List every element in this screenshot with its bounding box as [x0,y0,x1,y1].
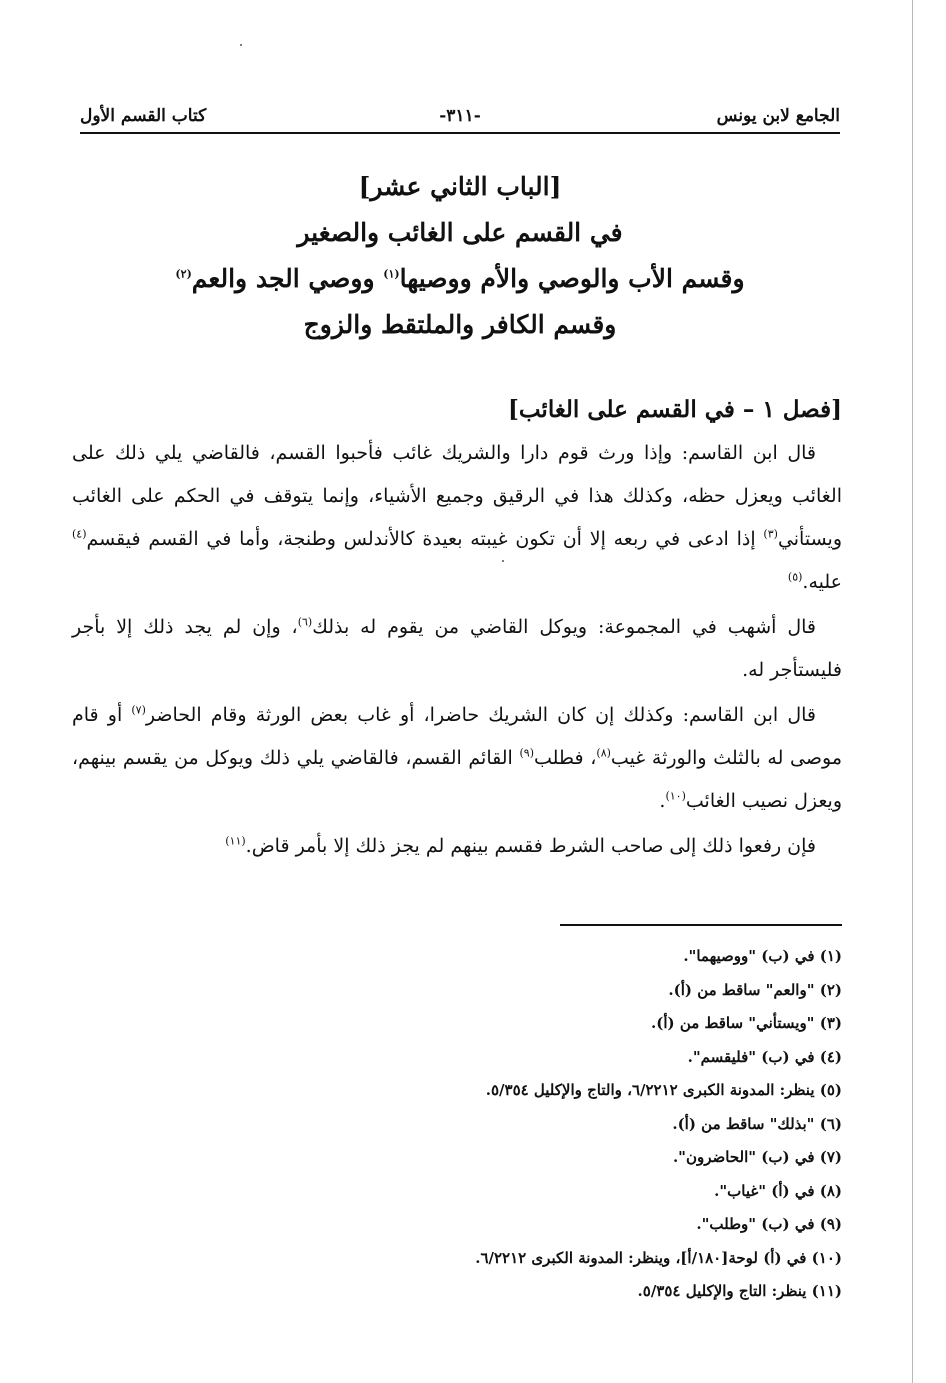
running-header [80,106,840,132]
section-heading: [فصل ١ – في القسم على الغائب] [507,396,842,423]
header-chapter-title: كتاب القسم الأول [80,106,207,126]
paragraph-text: . [659,790,666,812]
footnote-item: (٨) في (أ) "غياب". [714,1181,842,1200]
paragraph-text: عليه. [802,571,842,593]
footnote-ref: (٦) [297,615,313,629]
paragraph-text: أو قام موصى له بالثلث والورثة غيب [72,704,843,769]
footnote-ref: (٩) [519,746,534,760]
footnote-item: (١٠) في (أ) لوحة[١٨٠/أ]، وينظر: المدونة الكبرى ٦/٢٢١٢. [475,1248,842,1267]
paragraph-text: ، فطلب [533,747,597,769]
title-text: وقسم الأب والوصي والأم ووصيها [399,264,745,293]
body-text [72,432,842,868]
footnote-item: (٧) في (ب) "الحاضرون". [672,1148,842,1166]
footnote-ref: (٤) [72,527,87,541]
footnotes-list [322,940,842,1309]
paragraph-text: قال ابن القاسم: وإذا ورث قوم دارا والشريك غائب فأحبوا القسم، فالقاضي يلي ذلك على الغائب ويعزل حظه، وكذلك هذا في الرقيق وجميع الأشياء، وإنما يتوقف في الحكم على الغائب ويستأني [72,442,842,550]
footnote-item: (٣) "ويستأني" ساقط من (أ). [651,1014,842,1032]
footnote-ref: (١١) [225,834,246,848]
scan-speck [240,44,242,46]
header-book-title: الجامع لابن يونس [716,106,840,126]
footnote-item: (٥) ينظر: المدونة الكبرى ٦/٢٢١٢، والتاج والإكليل ٥/٣٥٤. [485,1081,842,1099]
footnote-rule [560,924,842,926]
footnote-ref: (١) [383,267,400,281]
chapter-title [130,164,790,348]
paragraph-text: فإن رفعوا ذلك إلى صاحب الشرط فقسم بينهم لم يجز ذلك إلا بأمر قاض. [245,835,816,857]
footnote-ref: (٨) [596,746,611,760]
paragraph [72,606,842,692]
page-edge-line [912,0,913,1383]
paragraph-text: قال ابن القاسم: وكذلك إن كان الشريك حاضرا، أو غاب بعض الورثة وقام الحاضر [145,704,816,726]
footnote-ref: (٥) [787,570,803,584]
page-number: -٣١١- [439,106,481,126]
footnote-item: (٩) في (ب) "وطلب". [696,1215,842,1233]
paragraph [72,694,842,823]
footnote-item: (١) في (ب) "ووصيهما". [683,947,842,965]
paragraph [72,825,842,868]
footnote-ref: (٣) [763,527,778,541]
header-rule [80,132,840,134]
footnote-item: (٤) في (ب) "فليقسم". [687,1047,842,1066]
paragraph-text: إذا ادعى في ربعه إلا أن تكون غيبته بعيدة كالأندلس وطنجة، وأما في القسم فيقسم [86,528,764,550]
title-text: ووصي الجد والعم [191,264,384,293]
chapter-title-line-2: في القسم على الغائب والصغير [297,218,623,247]
footnote-ref: (٧) [131,703,146,717]
chapter-title-line-4: وقسم الكافر والملتقط والزوج [303,310,617,339]
paragraph-text: القائم القسم، فالقاضي يلي ذلك ويوكل من يقسم بينهم، ويعزل نصيب الغائب [72,747,842,812]
paragraph-text: ، وإن لم يجد ذلك إلا بأجر فليستأجر له. [72,616,842,681]
footnote-item: (١١) ينظر: التاج والإكليل ٥/٣٥٤. [637,1282,842,1300]
footnote-ref: (٢) [175,267,192,281]
chapter-title-line-1: [الباب الثاني عشر] [358,172,562,201]
footnote-item: (٢) "والعم" ساقط من (أ). [668,980,842,999]
paragraph [72,432,842,604]
chapter-title-line-3 [130,256,790,302]
footnote-item: (٦) "بذلك" ساقط من (أ). [672,1114,842,1133]
paragraph-text: قال أشهب في المجموعة: ويوكل القاضي من يقوم له بذلك [312,616,817,638]
footnote-ref: (١٠) [665,789,686,803]
